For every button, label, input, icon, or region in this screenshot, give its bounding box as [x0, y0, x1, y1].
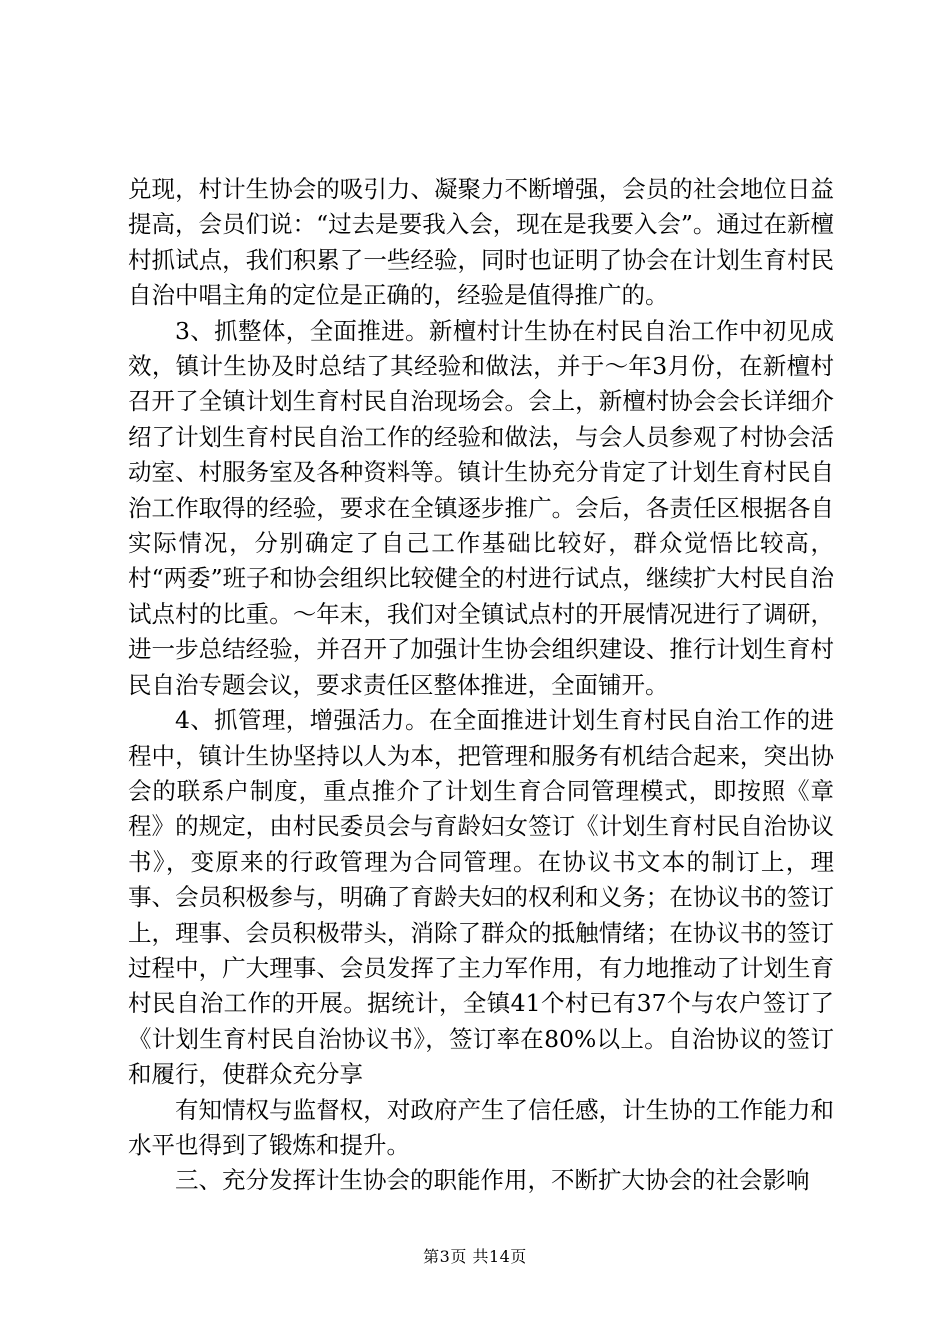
paragraph-point-4-continued: 有知情权与监督权，对政府产生了信任感，计生协的工作能力和水平也得到了锻炼和提升。 — [128, 1095, 834, 1159]
section-heading-3: 三、充分发挥计生协会的职能作用，不断扩大协会的社会影响 — [175, 1166, 810, 1195]
paragraph-continuation: 兑现，村计生协会的吸引力、凝聚力不断增强，会员的社会地位日益提高，会员们说：“过去是要我入会，现在是我要入会”。通过在新檀村抓试点，我们积累了一些经验，同时也证明了协会在计划生育村民自治中唱主角的定位是正确的，经验是值得推广的。 — [128, 175, 834, 310]
document-body — [128, 172, 834, 1199]
page-number-footer: 第3页 共14页 — [423, 1247, 527, 1266]
paragraph-point-4: 4、抓管理，增强活力。在全面推进计划生育村民自治工作的进程中，镇计生协坚持以人为本，把管理和服务有机结合起来，突出协会的联系户制度，重点推介了计划生育合同管理模式，即按照《章程》的规定，由村民委员会与育龄妇女签订《计划生育村民自治协议书》，变原来的行政管理为合同管理。在协议书文本的制订上，理事、会员积极参与，明确了育龄夫妇的权利和义务；在协议书的签订上，理事、会员积极带头，消除了群众的抵触情绪；在协议书的签订过程中，广大理事、会员发挥了主力军作用，有力地推动了计划生育村民自治工作的开展。据统计，全镇41个村已有37个与农户签订了《计划生育村民自治协议书》，签订率在80%以上。自治协议的签订和履行，使群众充分享 — [128, 706, 834, 1089]
paragraph-point-3: 3、抓整体，全面推进。新檀村计生协在村民自治工作中初见成效，镇计生协及时总结了其经验和做法，并于～年3月份，在新檀村召开了全镇计划生育村民自治现场会。会上，新檀村协会会长详细介绍了计划生育村民自治工作的经验和做法，与会人员参观了村协会活动室、村服务室及各种资料等。镇计生协充分肯定了计划生育村民自治工作取得的经验，要求在全镇逐步推广。会后，各责任区根据各自实际情况，分别确定了自己工作基础比较好，群众觉悟比较高，村“两委”班子和协会组织比较健全的村进行试点，继续扩大村民自治试点村的比重。～年末，我们对全镇试点村的开展情况进行了调研，进一步总结经验，并召开了加强计生协会组织建设、推行计划生育村民自治专题会议，要求责任区整体推进，全面铺开。 — [128, 316, 834, 699]
